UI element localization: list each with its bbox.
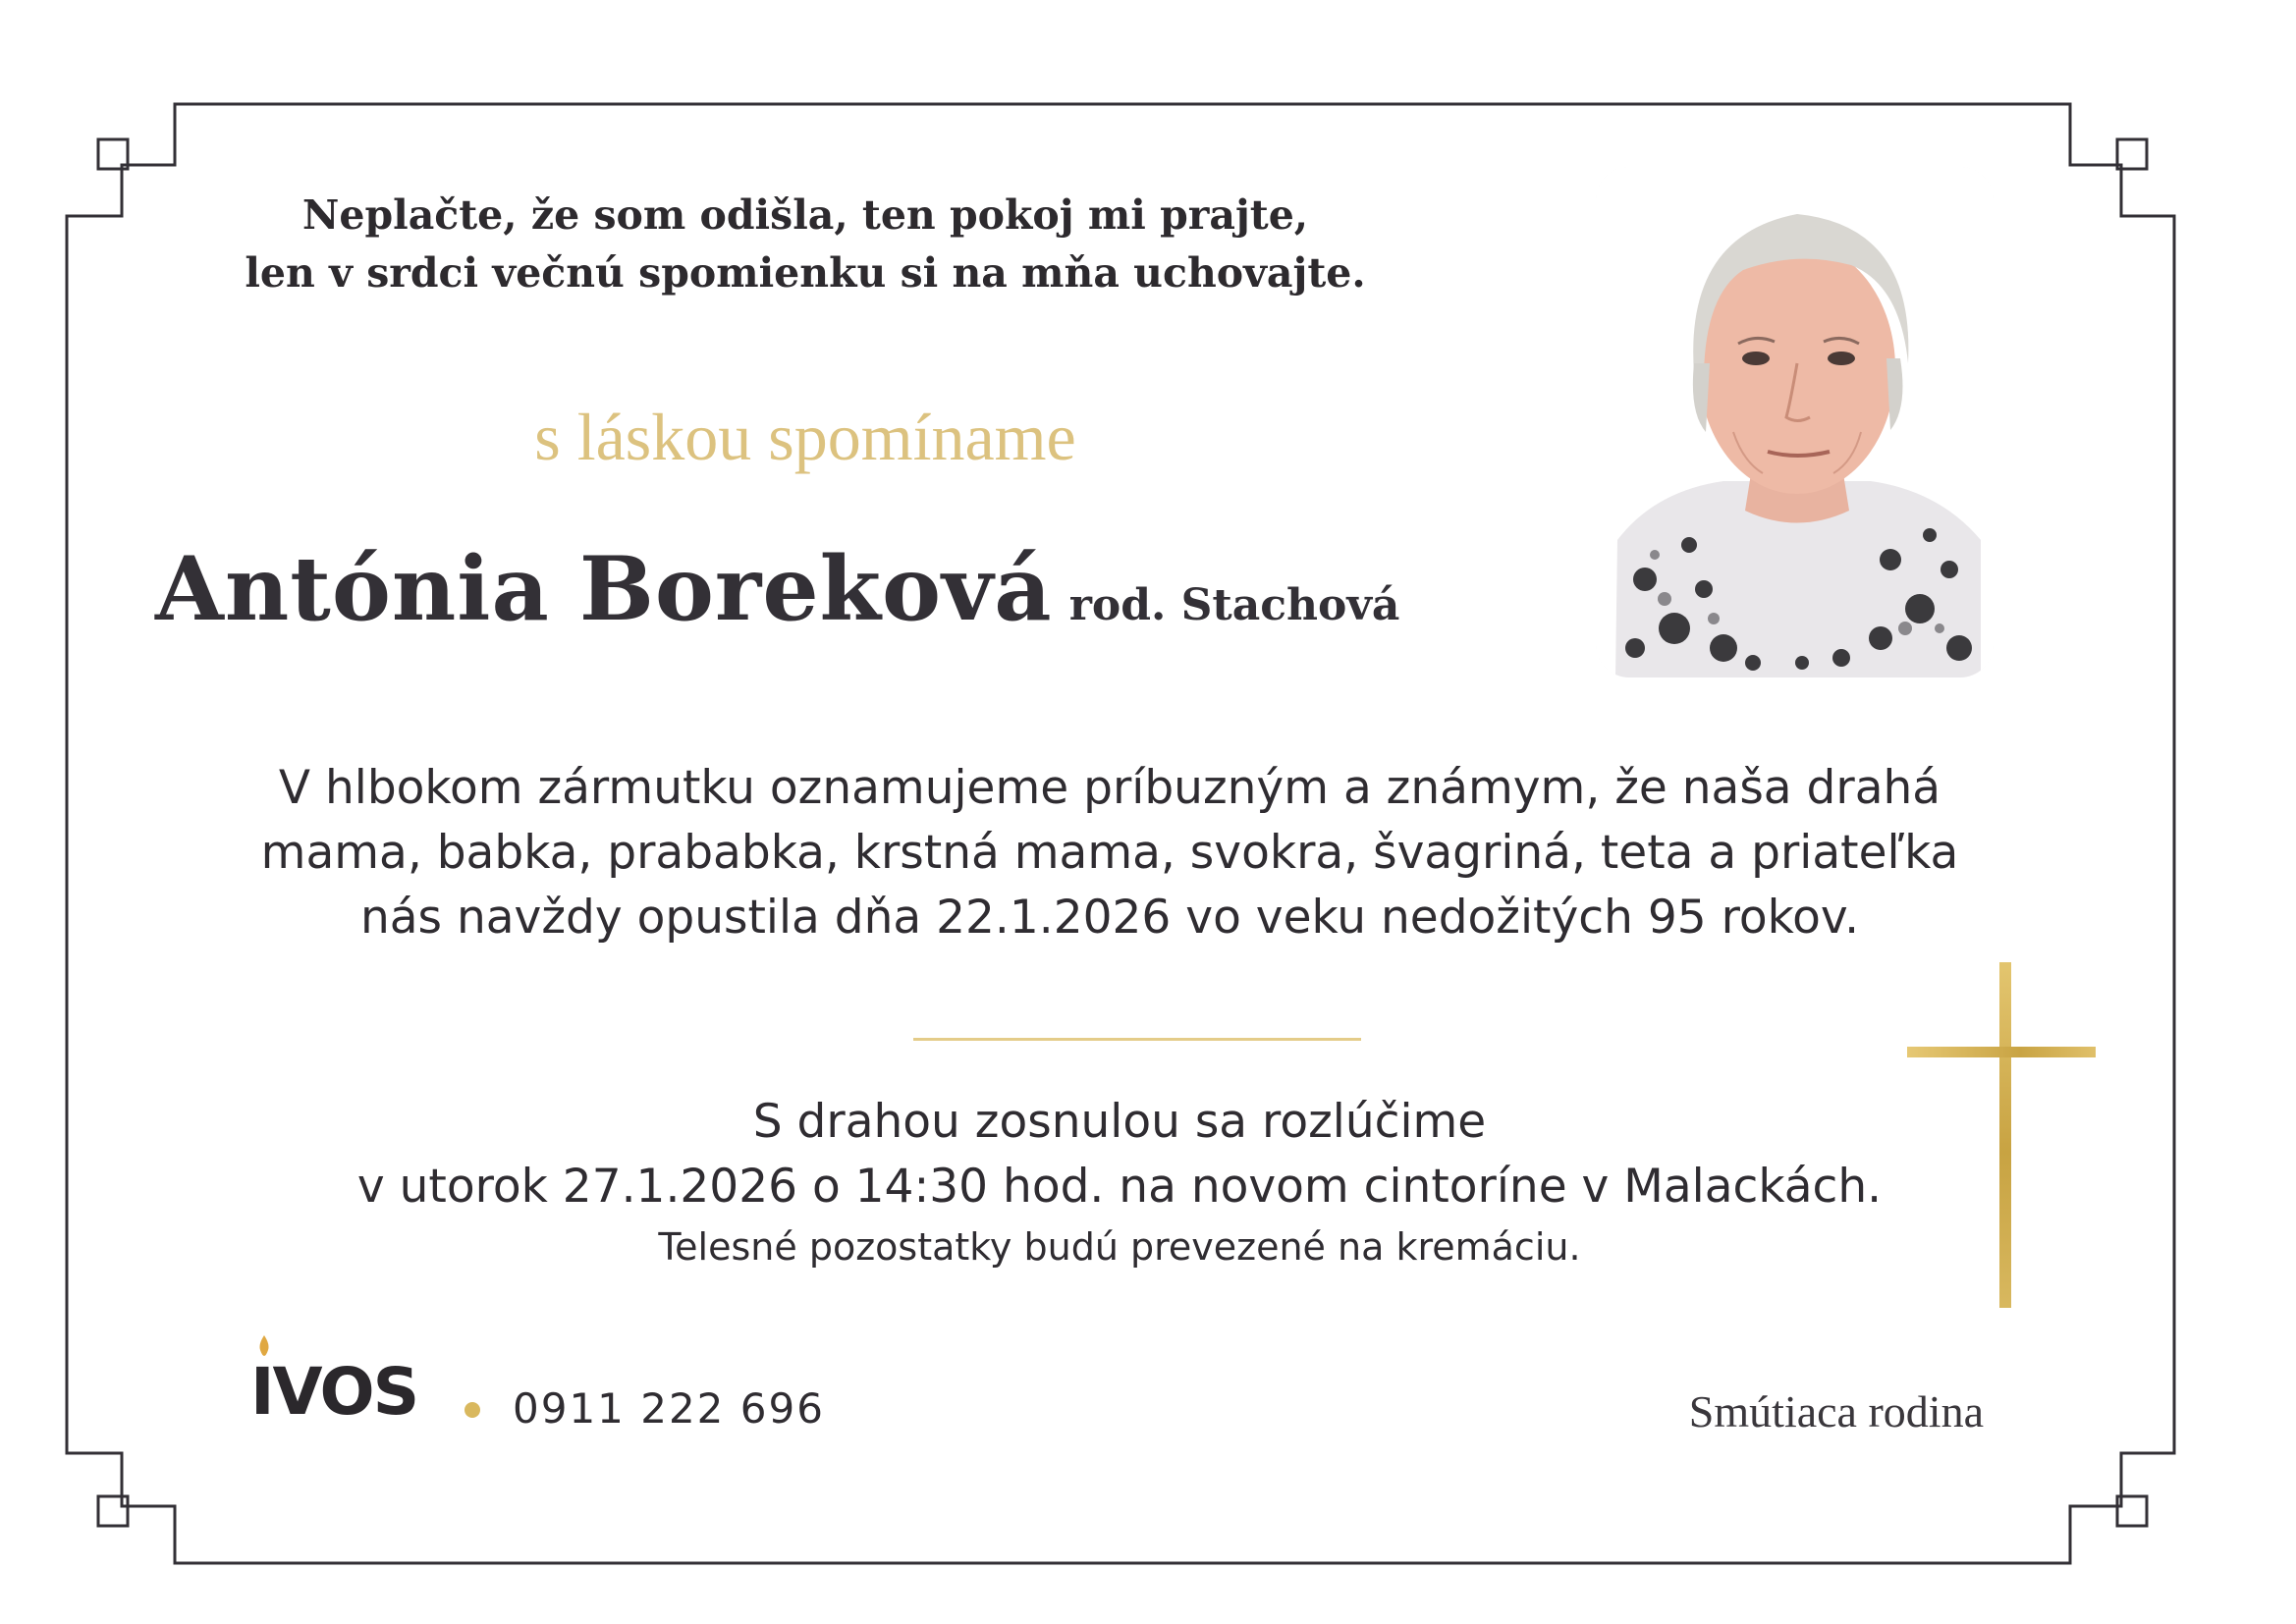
last-name: Boreková: [578, 537, 1053, 641]
announcement-line-1: V hlbokom zármutku oznamujeme príbuzným a známym, že naša drahá: [278, 761, 1941, 815]
deceased-name: [155, 535, 1399, 643]
verse-line-1: Neplačte, že som odišla, ten pokoj mi prajte,: [301, 191, 1309, 239]
announcement-line-3: nás navždy opustila dňa 22.1.2026 vo veku nedožitých 95 rokov.: [359, 891, 1860, 945]
funeral-info: [295, 1090, 1944, 1274]
phone-number: 0911 222 696: [513, 1384, 825, 1433]
remember-heading: s láskou spomíname: [534, 400, 1076, 474]
funeral-line-1: S drahou zosnulou sa rozlúčime: [752, 1095, 1487, 1149]
maiden-name: rod. Stachová: [1068, 580, 1400, 630]
funeral-line-2: v utorok 27.1.2026 o 14:30 hod. na novom cintoríne v Malackách.: [356, 1160, 1883, 1214]
verse: [177, 187, 1434, 302]
funeral-service-logo: [250, 1335, 447, 1443]
funeral-line-3: Telesné pozostatky budú prevezené na kremáciu.: [658, 1225, 1581, 1269]
logo-text: IVOS: [250, 1354, 418, 1430]
verse-line-2: len v srdci večnú spomienku si na mňa uchovajte.: [245, 249, 1366, 297]
announcement-line-2: mama, babka, prababka, krstná mama, svokra, švagriná, teta a priateľka: [260, 826, 1959, 880]
signature: Smútiaca rodina: [1688, 1386, 1984, 1436]
first-name: Antónia: [155, 537, 550, 641]
separator-dot: [465, 1402, 480, 1418]
gold-divider: [913, 1038, 1361, 1041]
portrait-photo: [1596, 167, 1994, 677]
announcement: [236, 756, 1984, 950]
